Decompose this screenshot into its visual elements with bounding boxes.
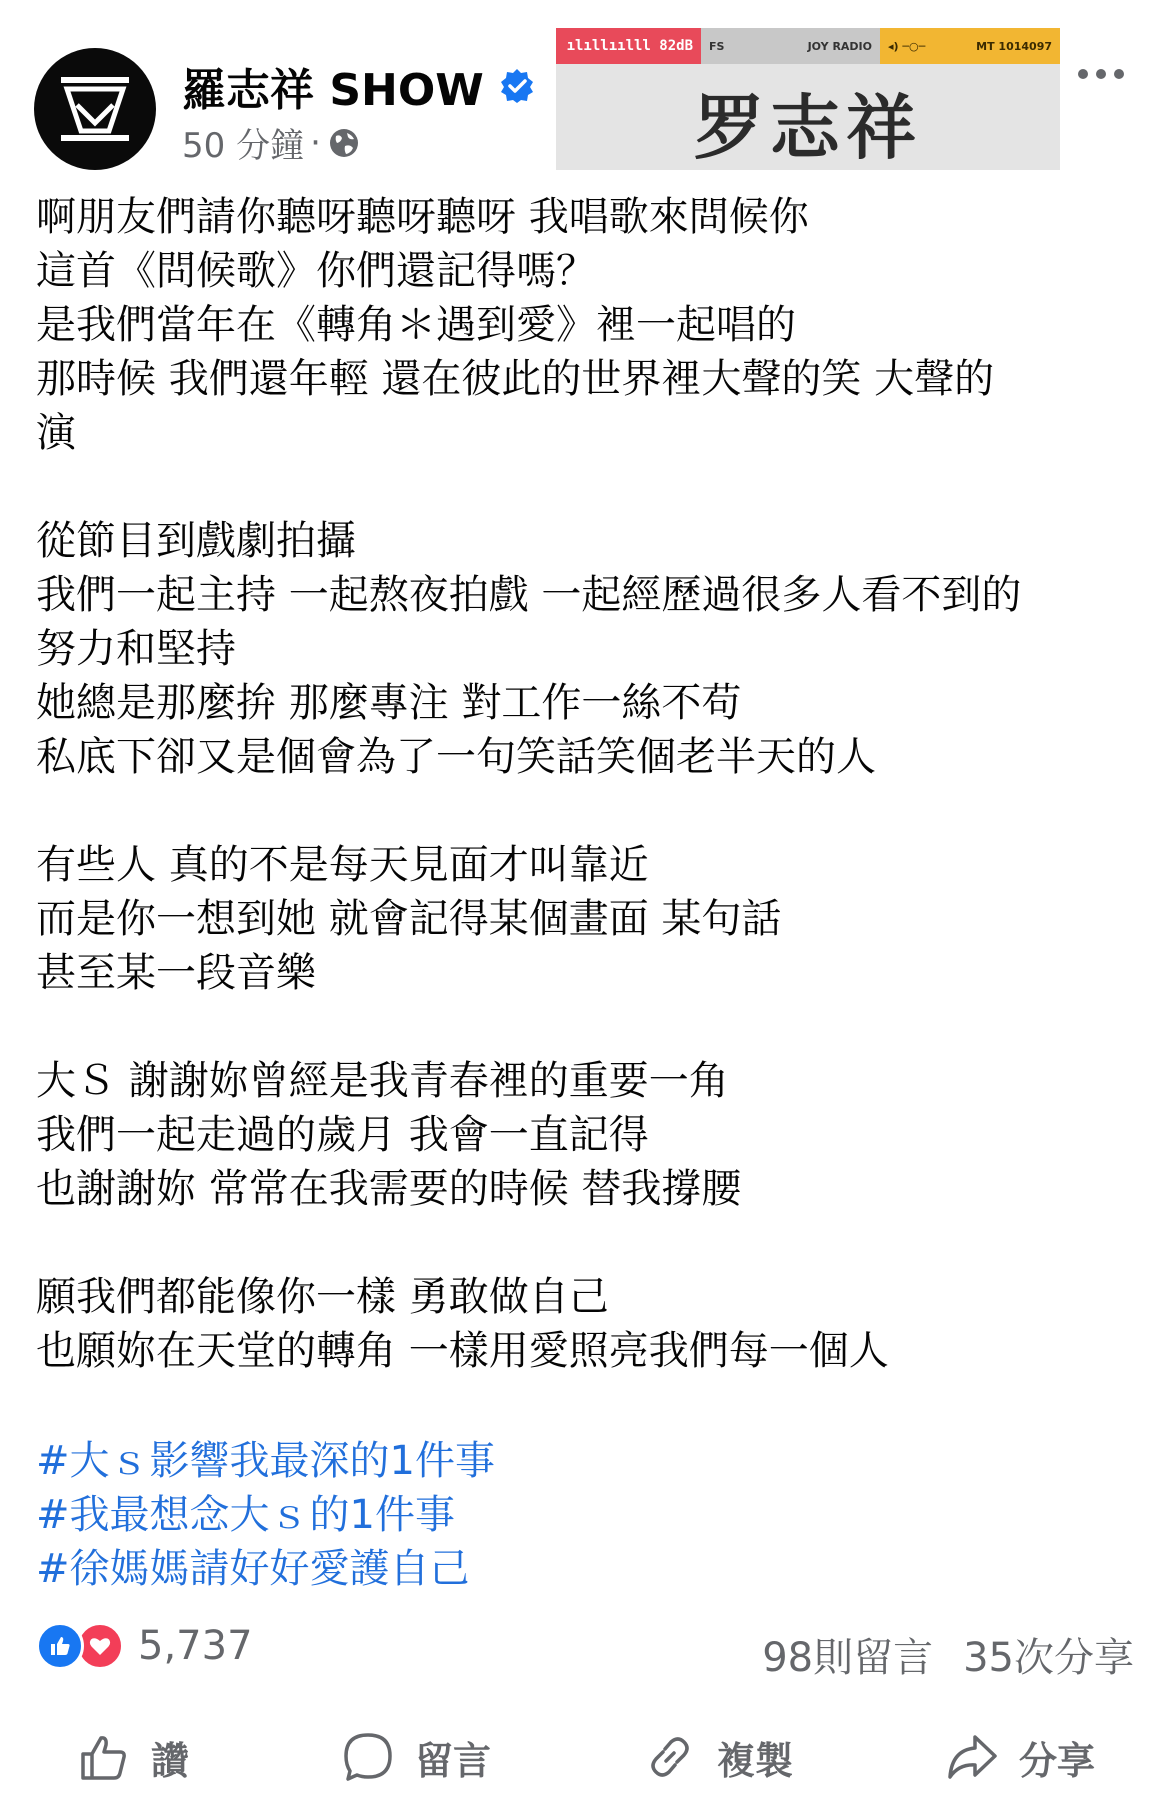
profile-banner-image — [556, 28, 1060, 170]
verified-badge-icon — [498, 67, 536, 105]
post-time[interactable]: 50 分鐘 — [182, 126, 305, 166]
page-name-link[interactable] — [182, 54, 536, 118]
link-icon — [641, 1728, 699, 1786]
post-text-line: 從節目到戲劇拍攝 — [36, 518, 356, 564]
banner-title: 罗志祥 — [694, 87, 922, 169]
globe-icon — [327, 126, 361, 160]
post-text-line: 她總是那麼拚 那麼專注 對工作一絲不苟 — [36, 680, 742, 726]
paragraph-break — [36, 1000, 1136, 1054]
post-text — [36, 190, 1136, 1378]
reaction-summary[interactable] — [36, 1622, 253, 1670]
like-button[interactable] — [75, 1728, 189, 1786]
post-text-line: 而是你一想到她 就會記得某個畫面 某句話 — [36, 896, 782, 942]
like-reaction-icon — [36, 1622, 84, 1670]
post-text-line: 願我們都能像你一樣 勇敢做自己 — [36, 1274, 609, 1320]
volume-icon: ◂) ─○─ — [888, 39, 926, 53]
share-label: 分享 — [1018, 1738, 1095, 1783]
copy-label: 複製 — [716, 1738, 793, 1783]
hashtag-link[interactable]: #我最想念大ｓ的1件事 — [36, 1492, 455, 1538]
post-text-line: 有些人 真的不是每天見面才叫靠近 — [36, 842, 649, 888]
post-text-line: 甚至某一段音樂 — [36, 950, 316, 996]
post-text-line: 大Ｓ 謝謝妳曾經是我青春裡的重要一角 — [36, 1058, 729, 1104]
post-text-line: 這首《問候歌》你們還記得嗎？ — [36, 248, 596, 294]
banner-red-block: ılıllıılll 82dB — [556, 28, 701, 64]
engagement-stats — [762, 1626, 1134, 1683]
paragraph-break — [36, 460, 1136, 514]
paragraph-break — [36, 784, 1136, 838]
post-text-line: 也謝謝妳 常常在我需要的時候 替我撐腰 — [36, 1166, 742, 1212]
hashtag-link[interactable]: #大ｓ影響我最深的1件事 — [36, 1438, 495, 1484]
banner-gray-right: JOY RADIO — [807, 39, 872, 53]
post-text-line: 啊朋友們請你聽呀聽呀聽呀 我唱歌來問候你 — [36, 194, 809, 240]
like-label: 讚 — [150, 1738, 189, 1783]
banner-top-strip — [556, 28, 1060, 64]
banner-gray-block — [701, 28, 880, 64]
thumbs-up-icon — [75, 1728, 133, 1786]
post-text-line: 演 — [36, 410, 76, 456]
banner-yellow-block — [880, 28, 1060, 64]
post-text-line: 私底下卻又是個會為了一句笑話笑個老半天的人 — [36, 734, 876, 780]
show-logo-icon — [47, 61, 143, 157]
page-name[interactable]: 羅志祥 SHOW — [182, 65, 484, 116]
share-arrow-icon — [943, 1728, 1001, 1786]
post-action-bar — [0, 1722, 1170, 1792]
comment-count[interactable]: 98則留言 — [762, 1635, 934, 1681]
post-text-line: 我們一起走過的歲月 我會一直記得 — [36, 1112, 649, 1158]
share-button[interactable] — [943, 1728, 1095, 1786]
more-options-icon[interactable] — [1078, 64, 1128, 84]
post-meta — [182, 118, 361, 167]
hashtag-list — [36, 1434, 495, 1596]
comment-button[interactable] — [339, 1728, 491, 1786]
banner-gray-left: FS — [709, 39, 725, 53]
post-text-line: 是我們當年在《轉角＊遇到愛》裡一起唱的 — [36, 302, 796, 348]
share-count[interactable]: 35次分享 — [963, 1635, 1134, 1681]
banner-yellow-text: MT 1014097 — [976, 39, 1052, 53]
post-text-line: 也願妳在天堂的轉角 一樣用愛照亮我們每一個人 — [36, 1328, 889, 1374]
post-text-line: 那時候 我們還年輕 還在彼此的世界裡大聲的笑 大聲的 — [36, 356, 995, 402]
page-avatar[interactable] — [34, 48, 156, 170]
post-text-line: 努力和堅持 — [36, 626, 236, 672]
paragraph-break — [36, 1216, 1136, 1270]
meta-separator: · — [310, 122, 321, 163]
reaction-count: 5,737 — [138, 1623, 253, 1669]
copy-link-button[interactable] — [641, 1728, 793, 1786]
post-text-line: 我們一起主持 一起熬夜拍戲 一起經歷過很多人看不到的 — [36, 572, 1022, 618]
hashtag-link[interactable]: #徐媽媽請好好愛護自己 — [36, 1546, 470, 1592]
comment-bubble-icon — [339, 1728, 397, 1786]
comment-label: 留言 — [414, 1738, 491, 1783]
